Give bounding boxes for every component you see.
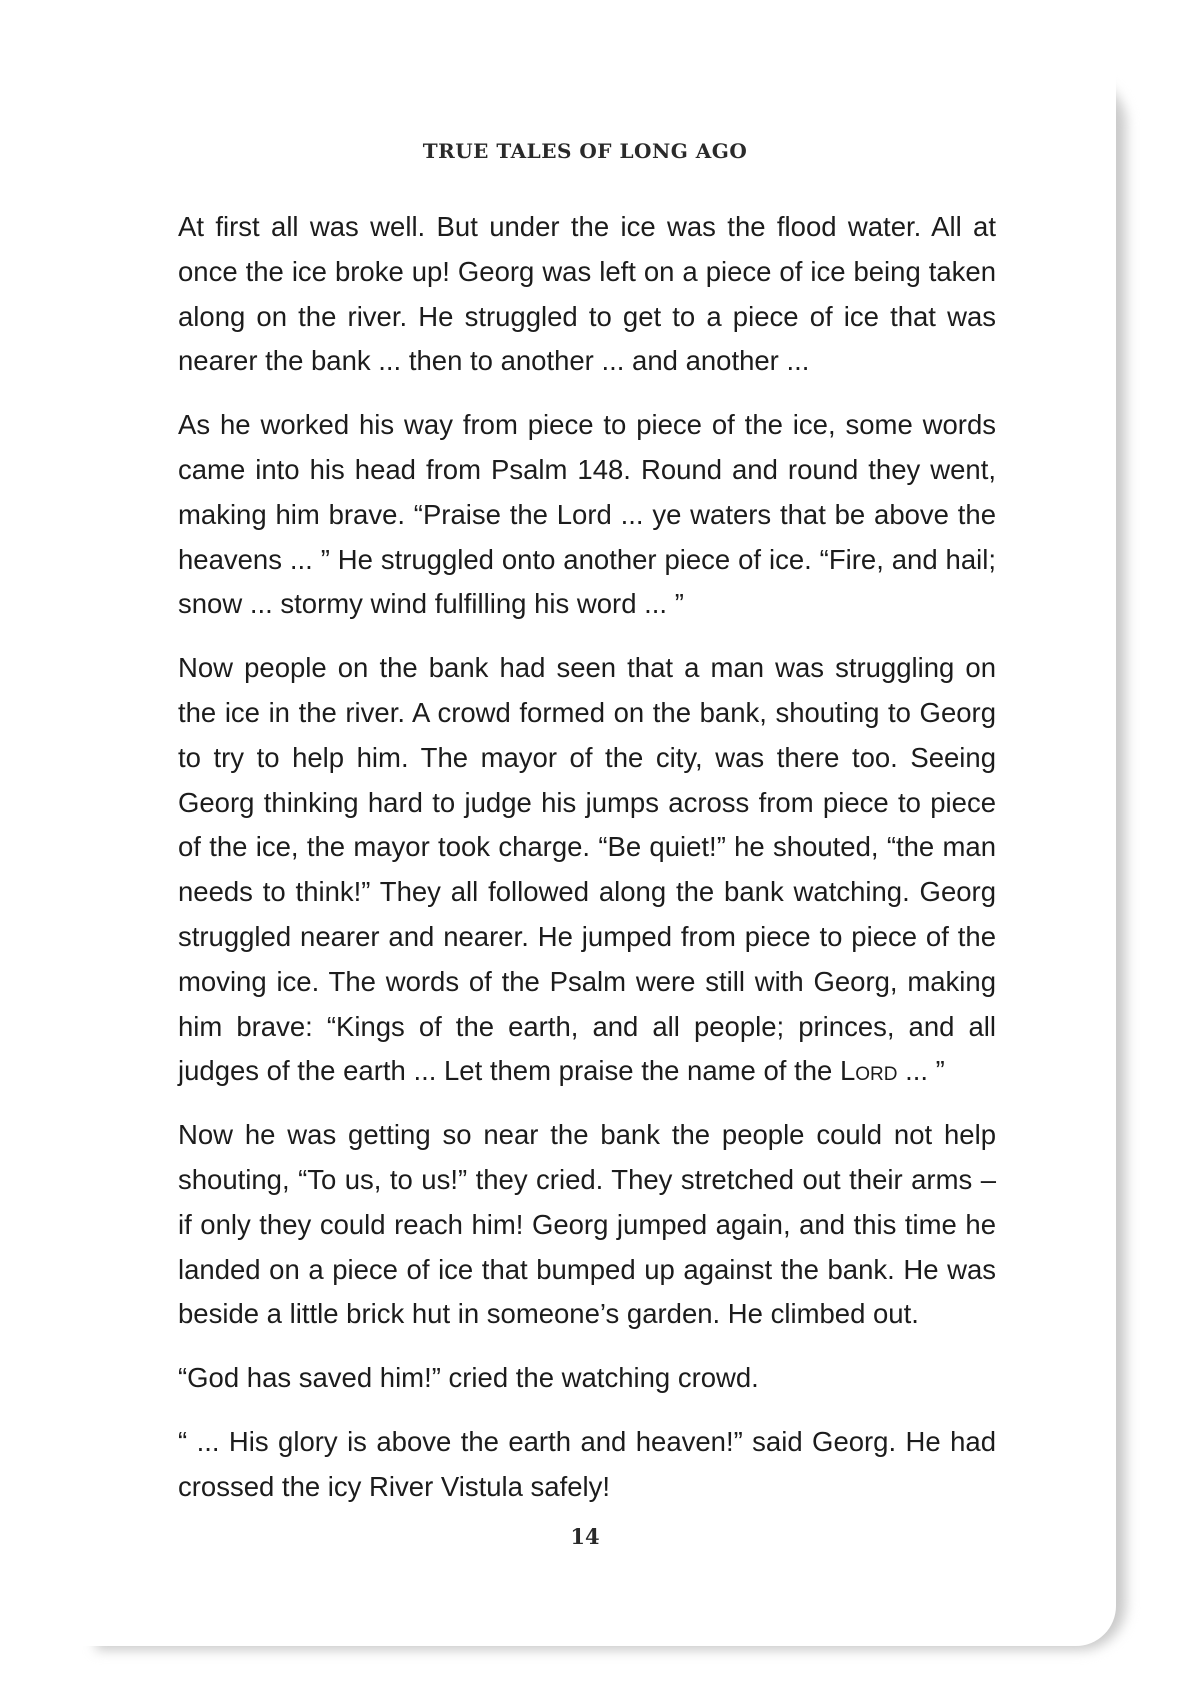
running-header: TRUE TALES OF LONG AGO bbox=[422, 139, 748, 163]
page-body bbox=[178, 205, 996, 1529]
page-number: 14 bbox=[570, 1524, 600, 1549]
paragraph-3 bbox=[178, 646, 996, 1094]
paragraph-1: At first all was well. But under the ice was the flood water. All at once the ice broke up! Georg was left on a piece of ice being taken along on the river. He struggled to get to a piece of ice that was nearer the bank ... then to another ... and another ... bbox=[178, 211, 996, 377]
paragraph-3-end: ... ” bbox=[897, 1055, 945, 1087]
paragraph-6: “ ... His glory is above the earth and heaven!” said Georg. He had crossed the icy River Vistula safely! bbox=[178, 1425, 996, 1502]
paragraph-2: As he worked his way from piece to piece of the ice, some words came into his head from Psalm 148. Round and round they went, making him brave. “Praise the Lord ... ye waters that be above the heavens ... ” He struggled onto another piece of ice. “Fire, and hail; snow ... stormy wind fulfilling his word ... ” bbox=[178, 409, 996, 620]
lord-small-caps: Lord bbox=[839, 1055, 898, 1087]
paragraph-4: Now he was getting so near the bank the people could not help shouting, “To us, to us!” they cried. They stretched out their arms – if only they could reach him! Georg jumped again, and this time he landed on a piece of ice that bumped up against the bank. He was beside a little brick hut in someone’s garden. He climbed out. bbox=[178, 1119, 996, 1330]
paragraph-5: “God has saved him!” cried the watching crowd. bbox=[178, 1362, 759, 1394]
paragraph-3-text: Now people on the bank had seen that a man was struggling on the ice in the river. A crowd formed on the bank, shouting to Georg to try to help him. The mayor of the city, was there too. Seeing Georg thinking hard to judge his jumps across from piece to piece of the ice, the mayor took charge. “Be quiet!” he shouted, “the man needs to think!” They all followed along the bank watching. Georg struggled nearer and nearer. He jumped from piece to piece of the moving ice. The words of the Psalm were still with Georg, making him brave: “Kings of the earth, and all people; princes, and all judges of the earth ... Let them praise the name of the bbox=[178, 652, 996, 1087]
